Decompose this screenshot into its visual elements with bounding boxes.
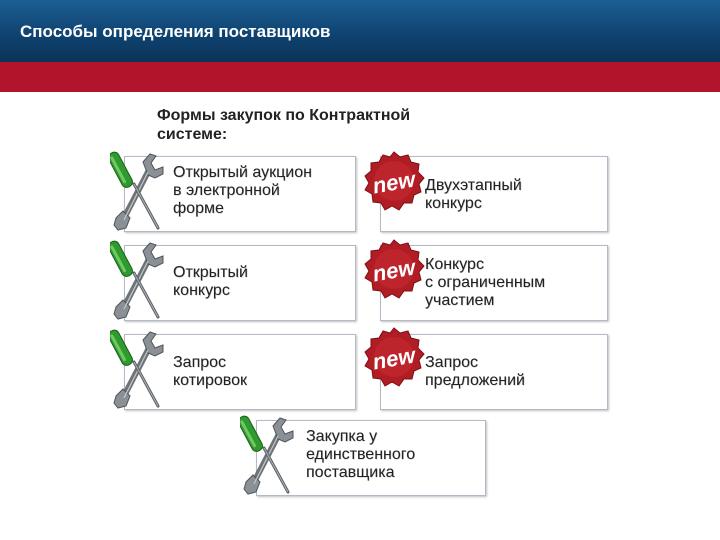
method-label-two-stage-contest: Двухэтапный конкурс [425, 177, 522, 212]
method-label-open-contest: Открытый конкурс [173, 264, 248, 299]
header-bar [0, 0, 720, 62]
badge-label: new [370, 342, 418, 375]
wrench-screwdriver-icon [240, 412, 296, 500]
wrench-screwdriver-icon [110, 326, 166, 414]
method-label-single-supplier: Закупка у единственного поставщика [306, 428, 416, 481]
method-label-proposal-request: Запрос предложений [425, 354, 525, 389]
method-label-limited-contest: Конкурс с ограниченным участием [425, 256, 546, 309]
method-label-quotation-request: Запрос котировок [173, 354, 248, 389]
slide-title: Способы определения поставщиков [20, 22, 331, 41]
accent-bar [0, 62, 720, 92]
wrench-screwdriver-icon [110, 148, 166, 236]
method-label-open-e-auction: Открытый аукцион в электронной форме [173, 164, 312, 217]
badge-label: new [370, 254, 418, 287]
wrench-screwdriver-icon [110, 237, 166, 325]
subtitle: Формы закупок по Контрактной системе: [157, 107, 411, 143]
badge-label: new [370, 166, 418, 199]
